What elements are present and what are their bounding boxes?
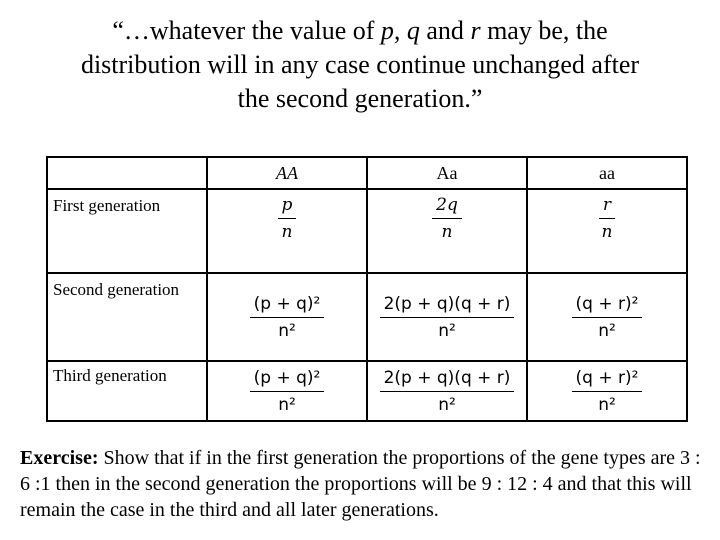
table-row-third-generation bbox=[47, 361, 687, 421]
cell-third-aa: $\frac{\text{(q + r)²}}{\text{n²}}$ bbox=[527, 361, 687, 421]
cell-second-Aa: $\frac{2(p + q)(q + r)}{\text{n²}}$ bbox=[367, 273, 527, 361]
quote-line-2: distribution will in any case continue unchanged after bbox=[80, 50, 640, 79]
row-label: Second generation bbox=[47, 273, 207, 361]
exercise-body: Show that if in the first generation the proportions of the gene types are 3 : 6 :1 then in the second generation the proportions will be 9 : 12 : 4 and that this will remain the case in the third and all later generations. bbox=[20, 447, 701, 521]
exercise-text bbox=[20, 445, 710, 523]
header-aa: aa bbox=[527, 157, 687, 189]
quote-variable-r: r bbox=[470, 16, 481, 45]
cell-second-AA: $\frac{\text{(p + q)²}}{\text{n²}}$ bbox=[207, 273, 367, 361]
header-AA: AA bbox=[207, 157, 367, 189]
cell-first-Aa: $\frac{2q}{n}$ bbox=[367, 189, 527, 273]
cell-second-aa: $\frac{\text{(q + r)²}}{\text{n²}}$ bbox=[527, 273, 687, 361]
table-row-first-generation bbox=[47, 189, 687, 273]
cell-third-Aa: $\frac{2(p + q)(q + r)}{\text{n²}}$ bbox=[367, 361, 527, 421]
cell-first-aa: $\frac{r}{n}$ bbox=[527, 189, 687, 273]
table-header-row bbox=[47, 157, 687, 189]
cell-third-AA: $\frac{\text{(p + q)²}}{\text{n²}}$ bbox=[207, 361, 367, 421]
quote-text bbox=[0, 14, 720, 116]
quote-line-1: “…whatever the value of p, q and r may be, the bbox=[112, 16, 608, 45]
cell-first-AA: $\frac{p}{n}$ bbox=[207, 189, 367, 273]
row-label: First generation bbox=[47, 189, 207, 273]
header-empty bbox=[47, 157, 207, 189]
header-Aa: Aa bbox=[367, 157, 527, 189]
row-label: Third generation bbox=[47, 361, 207, 421]
quote-line-3: the second generation.” bbox=[237, 84, 483, 113]
genotype-table bbox=[46, 156, 688, 422]
exercise-label: Exercise: bbox=[20, 447, 99, 469]
quote-variables-pq: p, q bbox=[380, 16, 420, 45]
table-row-second-generation bbox=[47, 273, 687, 361]
